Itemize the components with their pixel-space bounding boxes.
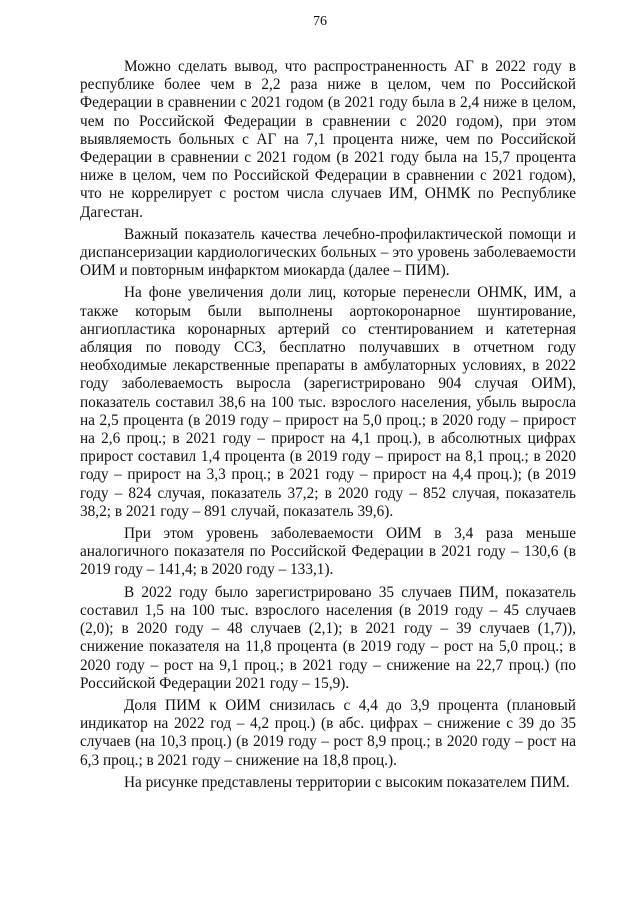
paragraph-oim-comparison: При этом уровень заболеваемости ОИМ в 3,4 раза меньше аналогичного показателя по Российской Федерации в 2021 году – 130,6 (в 2019 году – 141,4; в 2020 году – 133,1). [80, 525, 576, 579]
page-number: 76 [313, 14, 327, 29]
paragraph-ag-prevalence: Можно сделать вывод, что распространенность АГ в 2022 году в республике более чем в 2,2 раза ниже в целом, чем по Российской Федерации в сравнении с 2021 годом (в 2021 году была в 2,4 ниже в целом, чем по Российской Федерации в сравнении с 2020 годом), при этом выявляемость больных с АГ на 7,1 процента ниже, чем по Российской Федерации в сравнении с 2021 годом (в 2021 году была на 15,7 процента ниже в целом, чем по Российской Федерации в сравнении с 2021 годом), что не коррелирует с ростом числа случаев ИМ, ОНМК по Республике Дагестан. [80, 58, 576, 221]
document-body [80, 58, 576, 796]
paragraph-pim-share: Доля ПИМ к ОИМ снизилась с 4,4 до 3,9 процента (плановый индикатор на 2022 год – 4,2 проц.) (в абс. цифрах – снижение с 39 до 35 случаев (на 10,3 проц.) (в 2019 году – рост 8,9 проц.; в 2020 году – рост на 6,3 проц.; в 2021 году – снижение на 18,8 проц.). [80, 696, 576, 769]
paragraph-oim-incidence: На фоне увеличения доли лиц, которые перенесли ОНМК, ИМ, а также которым были выполнены аортокоронарное шунтирование, ангиопластика коронарных артерий со стентированием и катетерная абляция по поводу ССЗ, бесплатно получавших в отчетном году необходимые лекарственные препараты в амбулаторных условиях, в 2022 году заболеваемость выросла (зарегистрировано 904 случая ОИМ), показатель составил 38,6 на 100 тыс. взрослого населения, убыль выросла на 2,5 процента (в 2019 году – прирост на 5,0 проц.; в 2020 году – прирост на 2,6 проц.; в 2021 году – прирост на 4,1 проц.), в абсолютных цифрах прирост составил 1,4 процента (в 2019 году – прирост на 8,1 проц.; в 2020 году – прирост на 3,3 проц.; в 2021 году – прирост на 4,4 проц.); (в 2019 году – 824 случая, показатель 37,2; в 2020 году – 852 случая, показатель 38,2; в 2021 году – 891 случай, показатель 39,6). [80, 284, 576, 520]
paragraph-pim-cases: В 2022 году было зарегистрировано 35 случаев ПИМ, показатель составил 1,5 на 100 тыс. взрослого населения (в 2019 году – 45 случаев (2,0); в 2020 году – 48 случаев (2,1); в 2021 году – 39 случаев (1,7)), снижение показателя на 11,8 процента (в 2019 году – рост на 5,0 проц.; в 2020 году – рост на 9,1 проц.; в 2021 году – снижение на 22,7 проц.) (по Российской Федерации 2021 году – 15,9). [80, 583, 576, 692]
paragraph-quality-indicator: Важный показатель качества лечебно-профилактической помощи и диспансеризации кардиологических больных – это уровень заболеваемости ОИМ и повторным инфарктом миокарда (далее – ПИМ). [80, 225, 576, 280]
paragraph-figure-reference: На рисунке представлены территории с высоким показателем ПИМ. [124, 773, 570, 791]
